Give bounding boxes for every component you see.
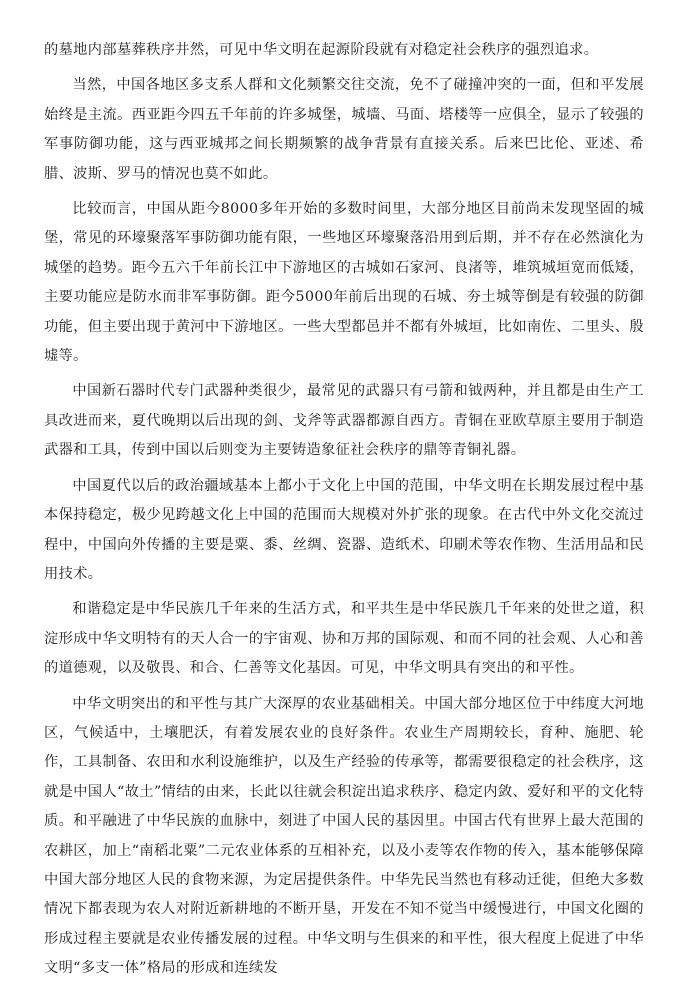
document-page — [44, 36, 644, 984]
paragraph-1: 的墓地内部墓葬秩序井然，可见中华文明在起源阶段就有对稳定社会秩序的强烈追求。 — [44, 42, 599, 58]
paragraph-4: 中国新石器时代专门武器种类很少，最常见的武器只有弓箭和钺两种，并且都是由生产工具改进而来，夏代晚期以后出现的剑、戈斧等武器都源自西方。青铜在亚欧草原主要用于制造武器和工具，传到中国以后则变为主要铸造象征社会秩序的鼎等青铜礼器。 — [44, 383, 644, 459]
paragraph-3: 比较而言，中国从距今8000多年开始的多数时间里，大部分地区目前尚未发现坚固的城堡，常见的环壕聚落军事防御功能有限，一些地区环壕聚落沿用到后期，并不存在必然演化为城堡的趋势。距今五六千年前长江中下游地区的古城如石家河、良渚等，堆筑城垣宽而低矮，主要功能应是防水而非军事防御。距今5000年前后出现的石城、夯土城等倒是有较强的防御功能，但主要出现于黄河中下游地区。一些大型都邑并不都有外城垣，比如南佐、二里头、殷墟等。 — [44, 201, 644, 365]
paragraph-5: 中国夏代以后的政治疆域基本上都小于文化上中国的范围，中华文明在长期发展过程中基本保持稳定，极少见跨越文化上中国的范围而大规模对外扩张的现象。在古代中外文化交流过程中，中国向外传播的主要是粟、黍、丝绸、瓷器、造纸术、印刷术等农作物、生活用品和民用技术。 — [44, 477, 644, 582]
paragraph-2: 当然，中国各地区多支系人群和文化频繁交往交流，免不了碰撞冲突的一面，但和平发展始终是主流。西亚距今四五千年前的许多城堡，城墙、马面、塔楼等一应俱全，显示了较强的军事防御功能，这与西亚城邦之间长期频繁的战争背景有直接关系。后来巴比伦、亚述、希腊、波斯、罗马的情况也莫不如此。 — [44, 77, 644, 182]
paragraph-7: 中华文明突出的和平性与其广大深厚的农业基础相关。中国大部分地区位于中纬度大河地区，气候适中，土壤肥沃，有着发展农业的良好条件。农业生产周期较长，育种、施肥、轮作，工具制备、农田和水利设施维护，以及生产经验的传承等，都需要很稳定的社会秩序，这就是中国人“故土”情结的由来，长此以往就会积淀出追求秩序、稳定内敛、爱好和平的文化特质。和平融进了中华民族的血脉中，刻进了中国人民的基因里。中国古代有世界上最大范围的农耕区，加上“南稻北粟”二元农业体系的互相补充，以及小麦等农作物的传入，基本能够保障中国大部分地区人民的食物来源，为定居提供条件。中华先民当然也有移动迁徙，但绝大多数情况下都表现为农人对附近新耕地的不断开垦，开发在不知不觉当中缓慢进行，中国文化圈的形成过程主要就是农业传播发展的过程。中华文明与生俱来的和平性，很大程度上促进了中华文明“多支一体”格局的形成和连续发 — [44, 695, 644, 977]
paragraph-6: 和谐稳定是中华民族几千年来的生活方式，和平共生是中华民族几千年来的处世之道，积淀形成中华文明特有的天人合一的宇宙观、协和万邦的国际观、和而不同的社会观、人心和善的道德观，以及敬畏、和合、仁善等文化基因。可见，中华文明具有突出的和平性。 — [44, 601, 644, 677]
